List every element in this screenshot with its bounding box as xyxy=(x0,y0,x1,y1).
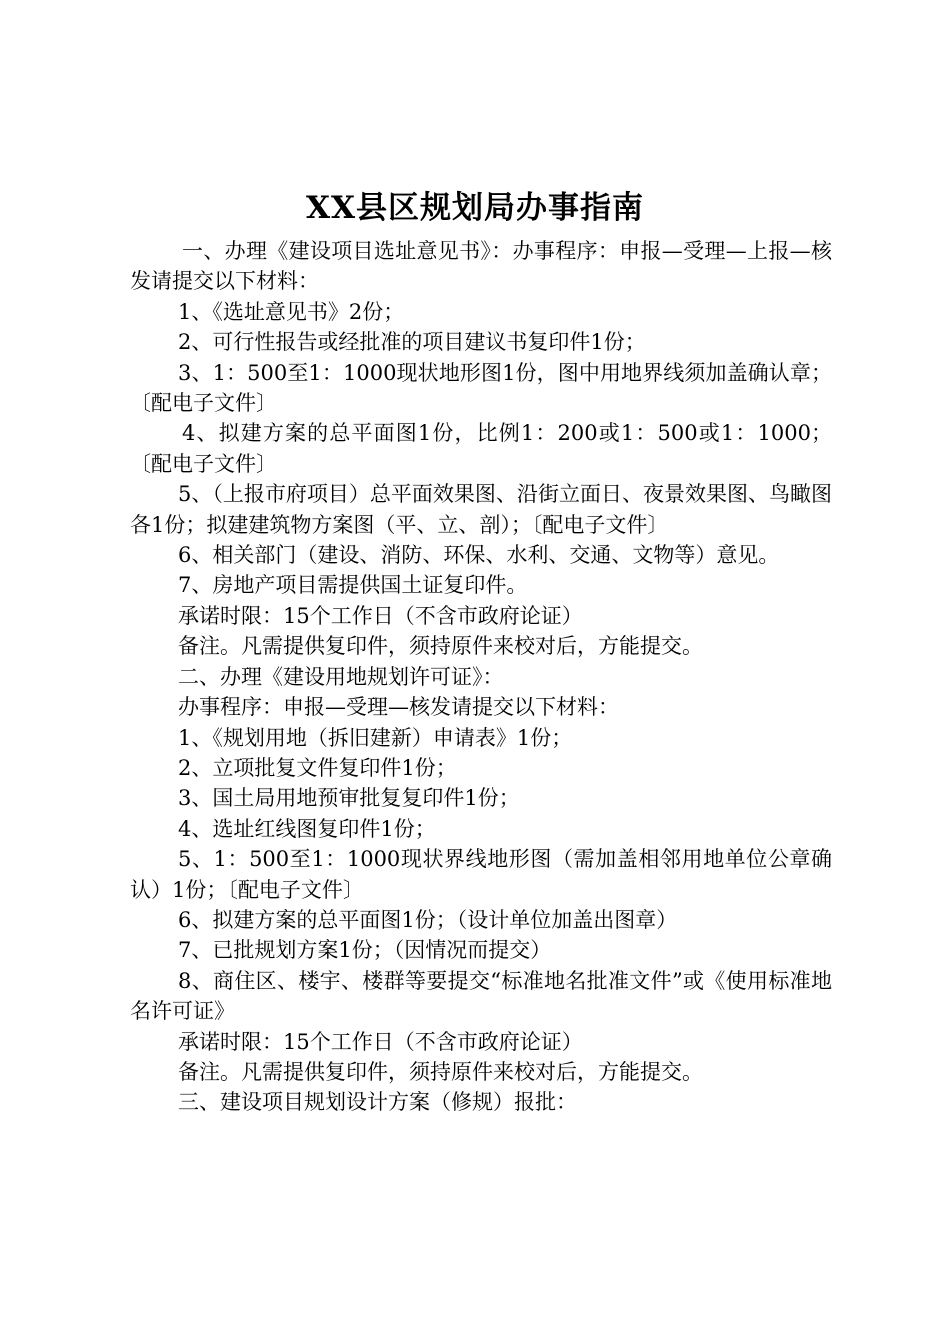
paragraph: 备注。凡需提供复印件，须持原件来校对后，方能提交。 xyxy=(178,634,703,659)
paragraph: 6、拟建方案的总平面图1份；（设计单位加盖出图章） xyxy=(178,907,678,932)
paragraph: 3、国土局用地预审批复复印件1份； xyxy=(178,786,520,811)
paragraph: 二、办理《建设用地规划许可证》： xyxy=(178,664,504,689)
paragraph: 2、立项批复文件复印件1份； xyxy=(178,755,457,780)
paragraph: 4、选址红线图复印件1份； xyxy=(178,816,436,841)
paragraph: 7、已批规划方案1份；（因情况而提交） xyxy=(178,938,552,963)
paragraph: 办事程序：申报—受理—核发请提交以下材料： xyxy=(178,695,619,720)
paragraph: 一、办理《建设项目选址意见书》：办事程序：申报—受理—上报—核发请提交以下材料： xyxy=(130,239,832,294)
paragraph: 三、建设项目规划设计方案（修规）报批： xyxy=(178,1090,577,1115)
paragraph: 备注。凡需提供复印件，须持原件来校对后，方能提交。 xyxy=(178,1059,703,1084)
paragraph: 8、商住区、楼宇、楼群等要提交“标准地名批准文件”或《使用标准地名许可证》 xyxy=(130,968,832,1024)
paragraph: 承诺时限：15个工作日（不含市政府论证） xyxy=(178,1029,583,1054)
paragraph: 6、相关部门（建设、消防、环保、水利、交通、文物等）意见。 xyxy=(178,543,780,568)
paragraph: 5、1：500至1：1000现状界线地形图（需加盖相邻用地单位公章确认）1份；〔配电子文件〕 xyxy=(130,847,832,902)
paragraph: 2、可行性报告或经批准的项目建议书复印件1份； xyxy=(178,330,646,355)
paragraph: 4、拟建方案的总平面图1份，比例1：200或1：500或1：1000；〔配电子文件〕 xyxy=(130,421,832,476)
document-body xyxy=(130,236,832,1118)
paragraph: 承诺时限：15个工作日（不含市政府论证） xyxy=(178,603,583,628)
paragraph: 7、房地产项目需提供国土证复印件。 xyxy=(178,573,528,598)
document-title: XX县区规划局办事指南 xyxy=(305,190,645,226)
paragraph: 1、《规划用地（拆旧建新）申请表》1份； xyxy=(178,725,573,750)
paragraph: 1、《选址意见书》2份； xyxy=(178,299,405,324)
paragraph: 5、（上报市府项目）总平面效果图、沿街立面日、夜景效果图、鸟瞰图各1份；拟建建筑物方案图（平、立、剖）；〔配电子文件〕 xyxy=(130,482,832,537)
paragraph: 3、1：500至1：1000现状地形图1份，图中用地界线须加盖确认章；〔配电子文件〕 xyxy=(130,360,832,416)
